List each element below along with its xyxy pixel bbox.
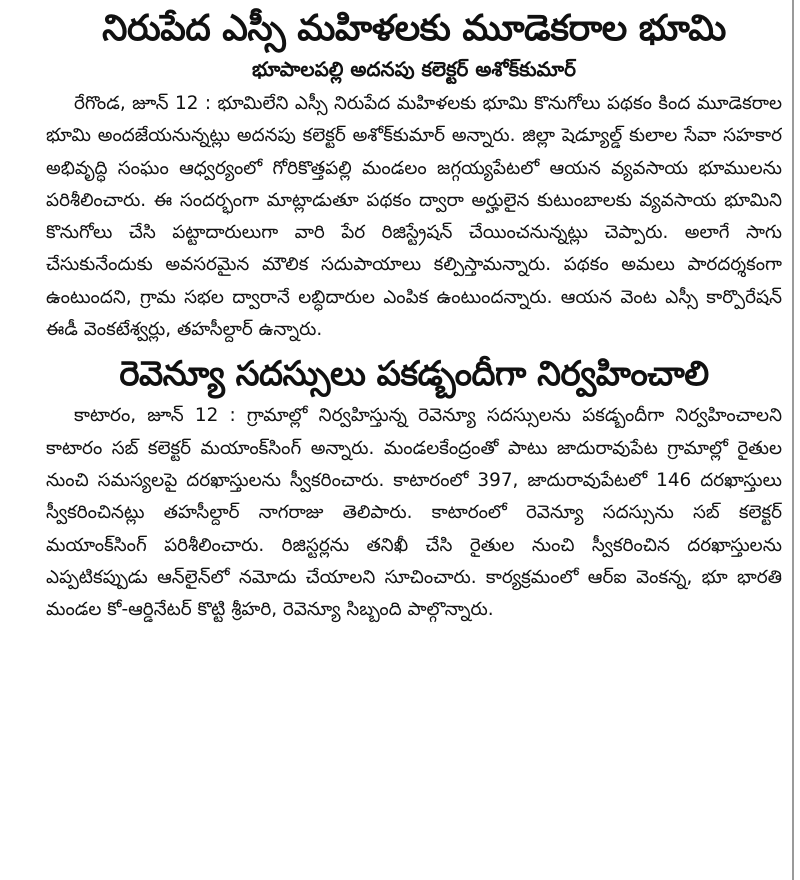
article2-body: కాటారం, జూన్ 12 : గ్రామాల్లో నిర్వహిస్తున్న రెవెన్యూ సదస్సులను పకడ్బందీగా నిర్వహించాలని కాటారం సబ్ కలెక్టర్ మయాంక్‌సింగ్ అన్నారు. మండలకేంద్రంతో పాటు జాదురావుపేట గ్రామాల్లో రైతుల నుంచి సమస్యలపై దరఖాస్తులను స్వీకరించారు. కాటారంలో 397, జాదురావుపేటలో 146 దరఖాస్తులు స్వీకరించినట్లు తహసీల్దార్ నాగరాజు తెలిపారు. కాటారంలో రెవెన్యూ సదస్సును సబ్ కలెక్టర్ మయాంక్‌సింగ్ పరిశీలించారు. రిజిస్టర్లను తనిఖీ చేసి రైతుల నుంచి స్వీకరించిన దరఖాస్తులను ఎప్పటికప్పుడు ఆన్‌లైన్‌లో నమోదు చేయాలని సూచించారు. కార్యక్రమంలో ఆర్ఐ వెంకన్న, భూ భారతి మండల కో-ఆర్డినేటర్ కొట్టి శ్రీహరి, రెవెన్యూ సిబ్బంది పాల్గొన్నారు.	[46, 405, 782, 621]
article-land-scheme	[46, 4, 782, 346]
article2-headline: రెవెన్యూ సదస్సులు పకడ్బందీగా నిర్వహించాలి	[119, 354, 709, 395]
article-revenue-meetings	[46, 350, 782, 626]
article1-byline: భూపాలపల్లి అదనపు కలెక్టర్ అశోక్‌కుమార్	[252, 57, 576, 81]
article1-body: రేగొండ, జూన్ 12 : భూమిలేని ఎస్సీ నిరుపేద మహిళలకు భూమి కొనుగోలు పథకం కింద మూడెకరాల భూమి అందజేయనున్నట్లు అదనపు కలెక్టర్ అశోక్‌కుమార్ అన్నారు. జిల్లా షెడ్యూల్డ్ కులాల సేవా సహకార అభివృద్ధి సంఘం ఆధ్వర్యంలో గోరికొత్తపల్లి మండలం జగ్గయ్యపేటలో ఆయన వ్యవసాయ భూములను పరిశీలించారు. ఈ సందర్భంగా మాట్లాడుతూ పథకం ద్వారా అర్హులైన కుటుంబాలకు వ్యవసాయ భూమిని కొనుగోలు చేసి పట్టాదారులుగా వారి పేర రిజిస్ట్రేషన్ చేయించనున్నట్లు చెప్పారు. అలాగే సాగు చేసుకునేందుకు అవసరమైన మౌలిక సదుపాయాలు కల్పిస్తామన్నారు. పథకం అమలు పారదర్శకంగా ఉంటుందని, గ్రామ సభల ద్వారానే లబ్ధిదారుల ఎంపిక ఉంటుందన్నారు. ఆయన వెంట ఎస్సీ కార్పొరేషన్ ఈడీ వెంకటేశ్వర్లు, తహసీల్దార్ ఉన్నారు.	[46, 93, 782, 341]
clipping-edge-line	[792, 0, 794, 880]
article1-headline: నిరుపేద ఎస్సీ మహిళలకు మూడెకరాల భూమి	[102, 8, 726, 49]
